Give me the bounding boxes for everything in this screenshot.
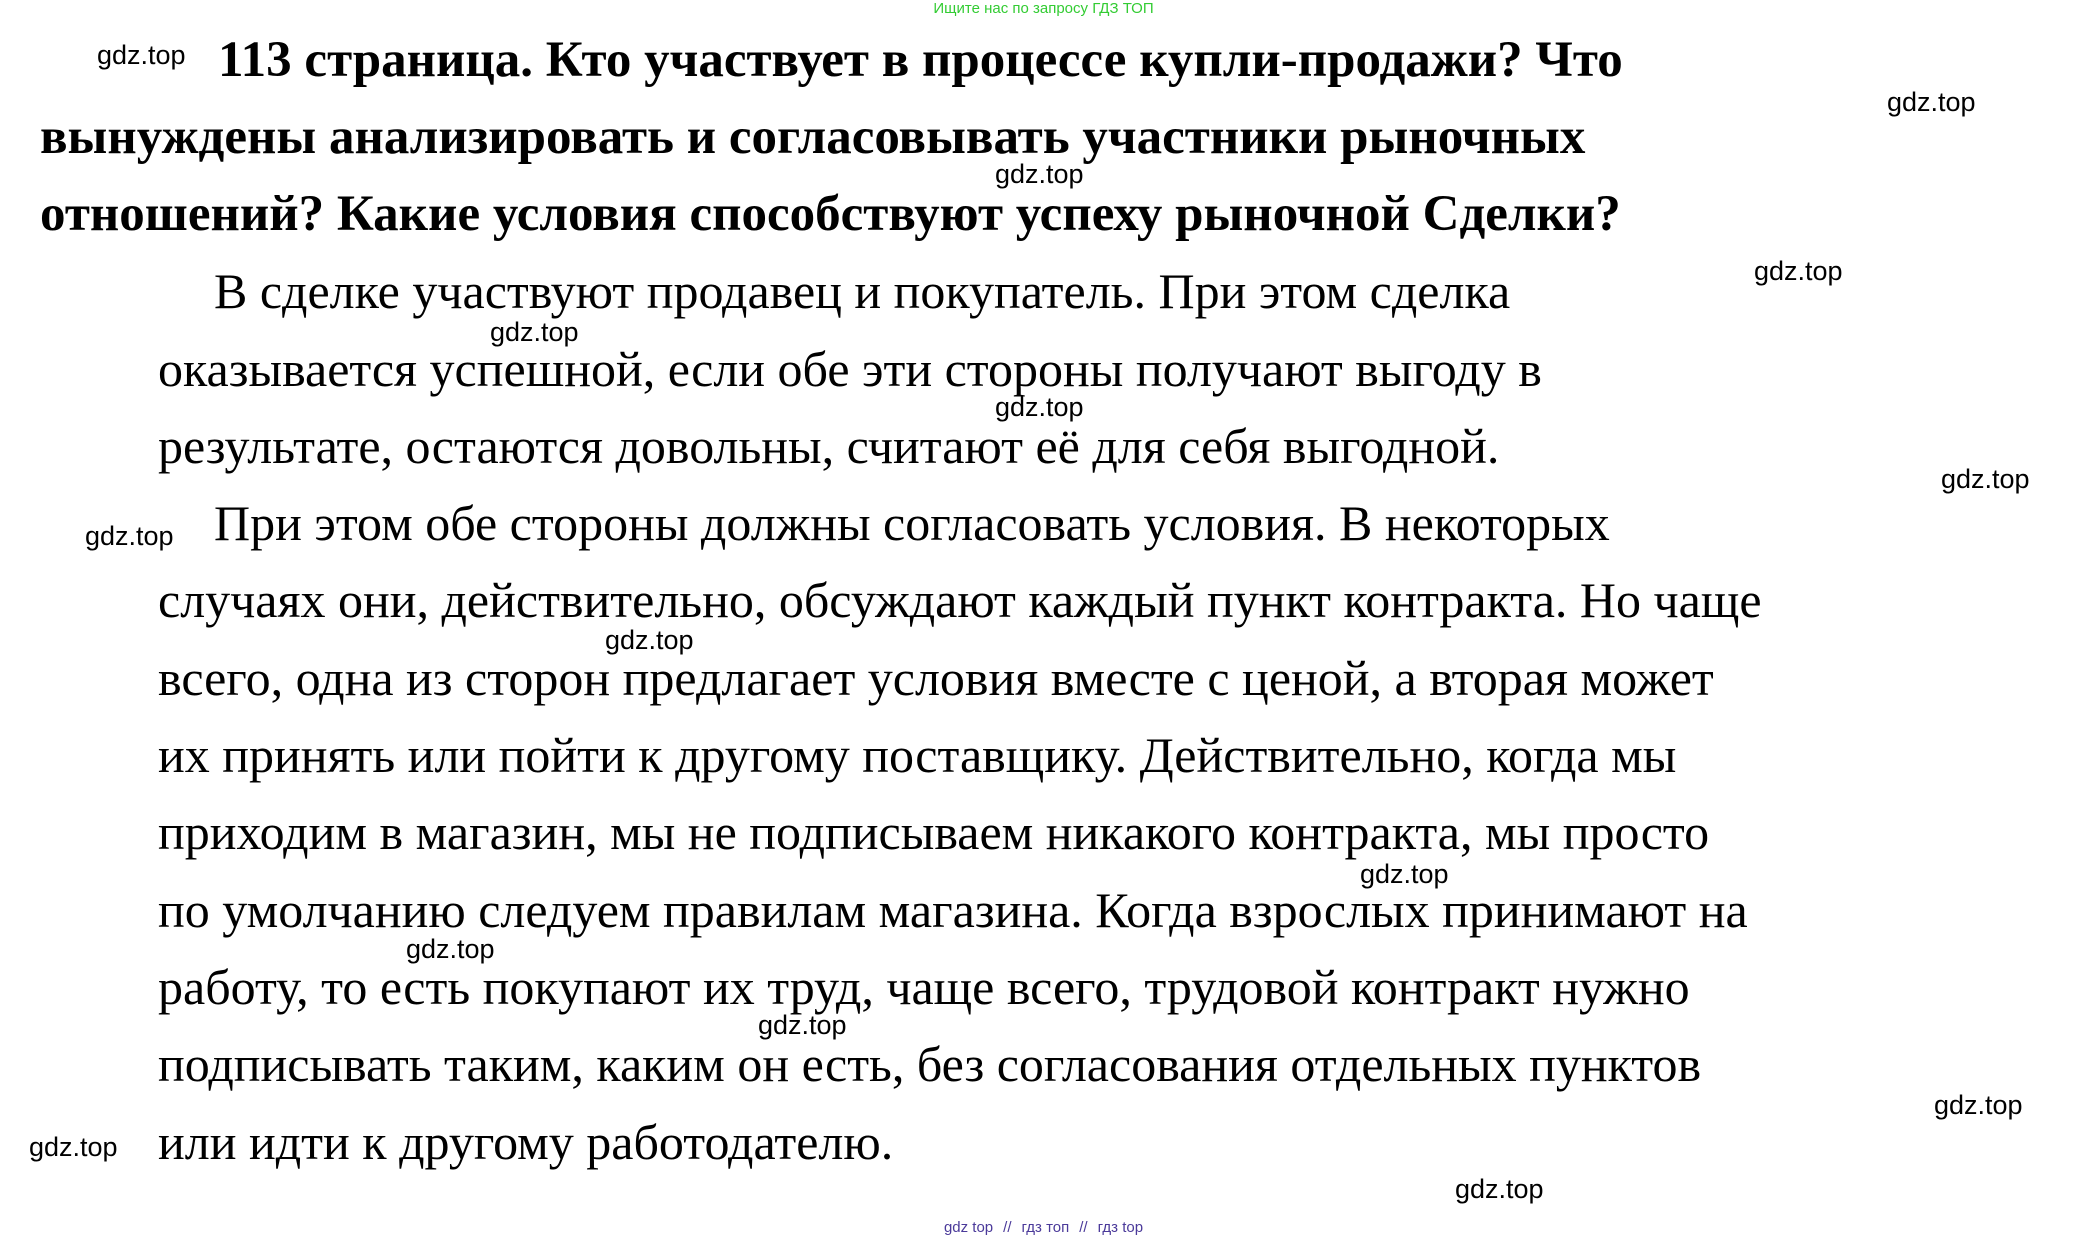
footer-links bbox=[0, 1219, 2087, 1237]
watermark: gdz.top bbox=[29, 1132, 118, 1162]
watermark: gdz.top bbox=[1887, 87, 1976, 117]
watermark: gdz.top bbox=[1360, 859, 1449, 889]
footer-link[interactable]: гдз top bbox=[1097, 1219, 1144, 1236]
watermark: gdz.top bbox=[85, 521, 174, 551]
watermark: gdz.top bbox=[1754, 256, 1843, 286]
footer-link[interactable]: гдз топ bbox=[1021, 1219, 1070, 1236]
watermark: gdz.top bbox=[995, 392, 1084, 422]
top-banner-link[interactable]: Ищите нас по запросу ГДЗ ТОП bbox=[933, 0, 1154, 17]
question-title-line-2: вынуждены анализировать и согласовывать участники рыночных bbox=[40, 109, 1586, 165]
footer-separator: // bbox=[1079, 1219, 1088, 1236]
watermark: gdz.top bbox=[406, 934, 495, 964]
footer-separator: // bbox=[1003, 1219, 1012, 1236]
answer-line: результате, остаются довольны, считают её для себя выгодной. bbox=[158, 418, 1500, 474]
watermark: gdz.top bbox=[758, 1010, 847, 1040]
watermark: gdz.top bbox=[1455, 1174, 1544, 1204]
watermark: gdz.top bbox=[97, 40, 186, 70]
watermark: gdz.top bbox=[490, 317, 579, 347]
footer-link[interactable]: gdz top bbox=[943, 1219, 994, 1236]
answer-line: подписывать таким, каким он есть, без согласования отдельных пунктов bbox=[158, 1036, 1702, 1092]
answer-line: по умолчанию следуем правилам магазина. Когда взрослых принимают на bbox=[158, 882, 1748, 938]
answer-line: случаях они, действительно, обсуждают каждый пункт контракта. Но чаще bbox=[158, 572, 1762, 628]
answer-line: приходим в магазин, мы не подписываем никакого контракта, мы просто bbox=[158, 804, 1710, 860]
answer-line: При этом обе стороны должны согласовать условия. В некоторых bbox=[214, 495, 1610, 551]
watermark: gdz.top bbox=[605, 625, 694, 655]
answer-line: оказывается успешной, если обе эти стороны получают выгоду в bbox=[158, 341, 1542, 397]
watermark: gdz.top bbox=[995, 159, 1084, 189]
answer-line: В сделке участвуют продавец и покупатель. При этом сделка bbox=[214, 263, 1511, 319]
answer-line: их принять или пойти к другому поставщику. Действительно, когда мы bbox=[158, 727, 1677, 783]
watermark: gdz.top bbox=[1941, 464, 2030, 494]
watermark: gdz.top bbox=[1934, 1090, 2023, 1120]
answer-line: или идти к другому работодателю. bbox=[158, 1114, 894, 1170]
answer-line: всего, одна из сторон предлагает условия вместе с ценой, а вторая может bbox=[158, 650, 1714, 706]
question-title-line-3: отношений? Какие условия способствуют успеху рыночной Сделки? bbox=[40, 186, 1621, 242]
answer-line: работу, то есть покупают их труд, чаще всего, трудовой контракт нужно bbox=[158, 959, 1690, 1015]
question-title-line-1: 113 страница. Кто участвует в процессе купли-продажи? Что bbox=[218, 32, 1623, 88]
